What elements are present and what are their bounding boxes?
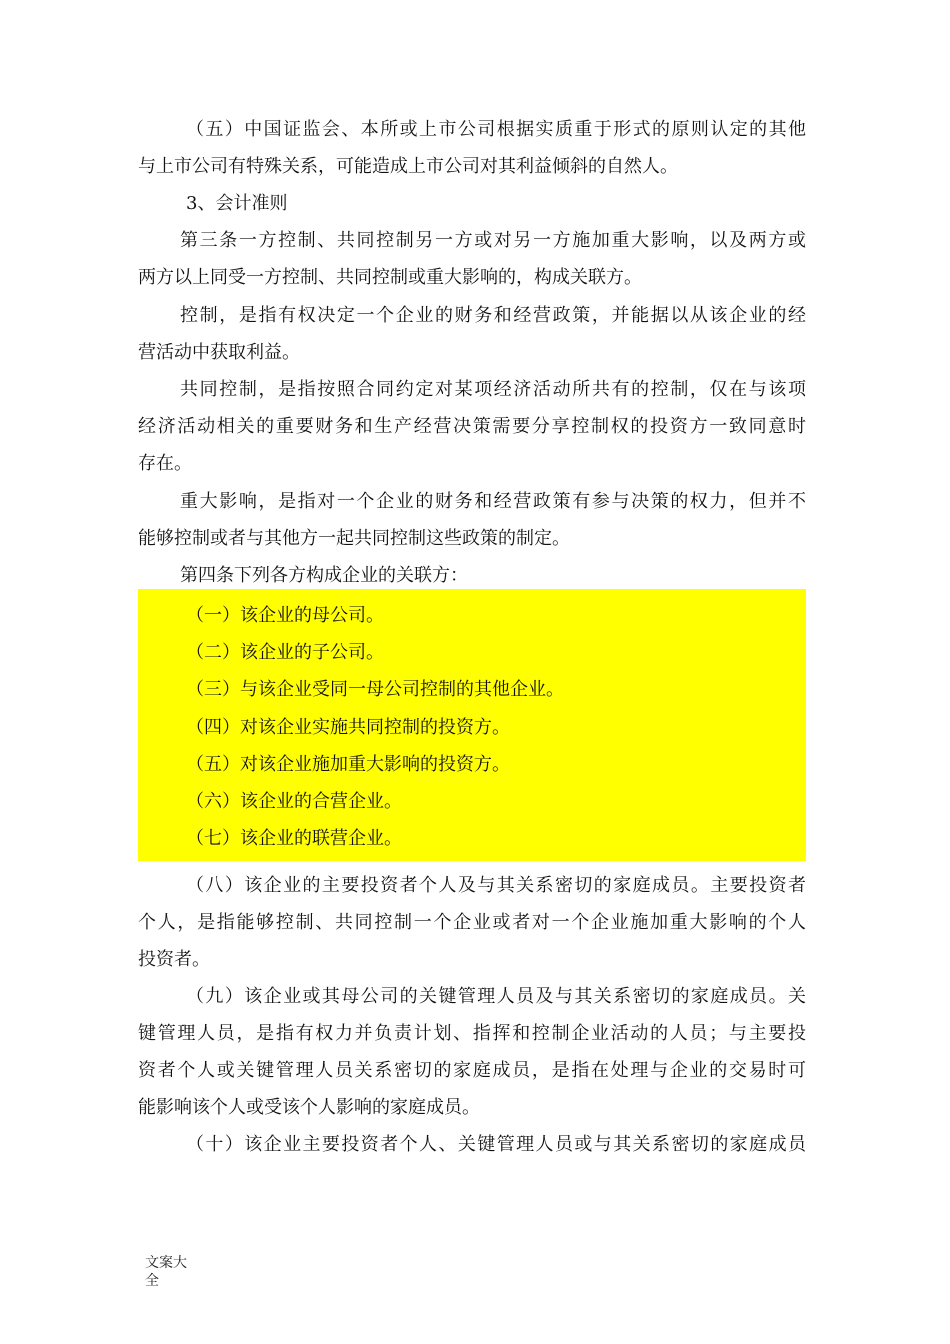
paragraph-line: 个人，是指能够控制、共同控制一个企业或者对一个企业施加重大影响的个人 [138,912,806,933]
paragraph-line: 控制，是指有权决定一个企业的财务和经营政策，并能据以从该企业的经 [180,305,806,326]
paragraph-line: （九）该企业或其母公司的关键管理人员及与其关系密切的家庭成员。关 [186,986,806,1007]
section-heading: 3、会计准则 [186,193,288,214]
paragraph-line: （十）该企业主要投资者个人、关键管理人员或与其关系密切的家庭成员 [186,1134,806,1155]
paragraph-line: 能影响该个人或受该个人影响的家庭成员。 [138,1097,480,1118]
paragraph-line: 经济活动相关的重要财务和生产经营决策需要分享控制权的投资方一致同意时 [138,416,806,437]
list-item: （三）与该企业受同一母公司控制的其他企业。 [186,679,564,700]
paragraph-line: 能够控制或者与其他方一起共同控制这些政策的制定。 [138,528,570,549]
paragraph-line: 共同控制，是指按照合同约定对某项经济活动所共有的控制，仅在与该项 [180,379,806,400]
list-item: （一）该企业的母公司。 [186,605,384,626]
paragraph-line: 投资者。 [138,949,210,970]
paragraph-line: 资者个人或关键管理人员关系密切的家庭成员，是指在处理与企业的交易时可 [138,1060,806,1081]
footer-text: 文案大全 [145,1255,187,1289]
list-item: （七）该企业的联营企业。 [186,828,402,849]
paragraph-line: （五）中国证监会、本所或上市公司根据实质重于形式的原则认定的其他 [186,119,806,140]
paragraph-line: 与上市公司有特殊关系，可能造成上市公司对其利益倾斜的自然人。 [138,156,678,177]
paragraph-line: （八）该企业的主要投资者个人及与其关系密切的家庭成员。主要投资者 [186,875,806,896]
list-item: （五）对该企业施加重大影响的投资方。 [186,754,510,775]
paragraph-line: 重大影响，是指对一个企业的财务和经营政策有参与决策的权力，但并不 [180,491,806,512]
list-item: （六）该企业的合营企业。 [186,791,402,812]
paragraph-line: 键管理人员，是指有权力并负责计划、指挥和控制企业活动的人员；与主要投 [138,1023,806,1044]
paragraph-line: 两方以上同受一方控制、共同控制或重大影响的，构成关联方。 [138,267,642,288]
paragraph-line: 营活动中获取利益。 [138,342,300,363]
list-item: （二）该企业的子公司。 [186,642,384,663]
list-item: （四）对该企业实施共同控制的投资方。 [186,717,510,738]
paragraph-line: 第三条一方控制、共同控制另一方或对另一方施加重大影响，以及两方或 [180,230,806,251]
article-heading: 第四条下列各方构成企业的关联方： [180,565,468,586]
paragraph-line: 存在。 [138,453,192,474]
